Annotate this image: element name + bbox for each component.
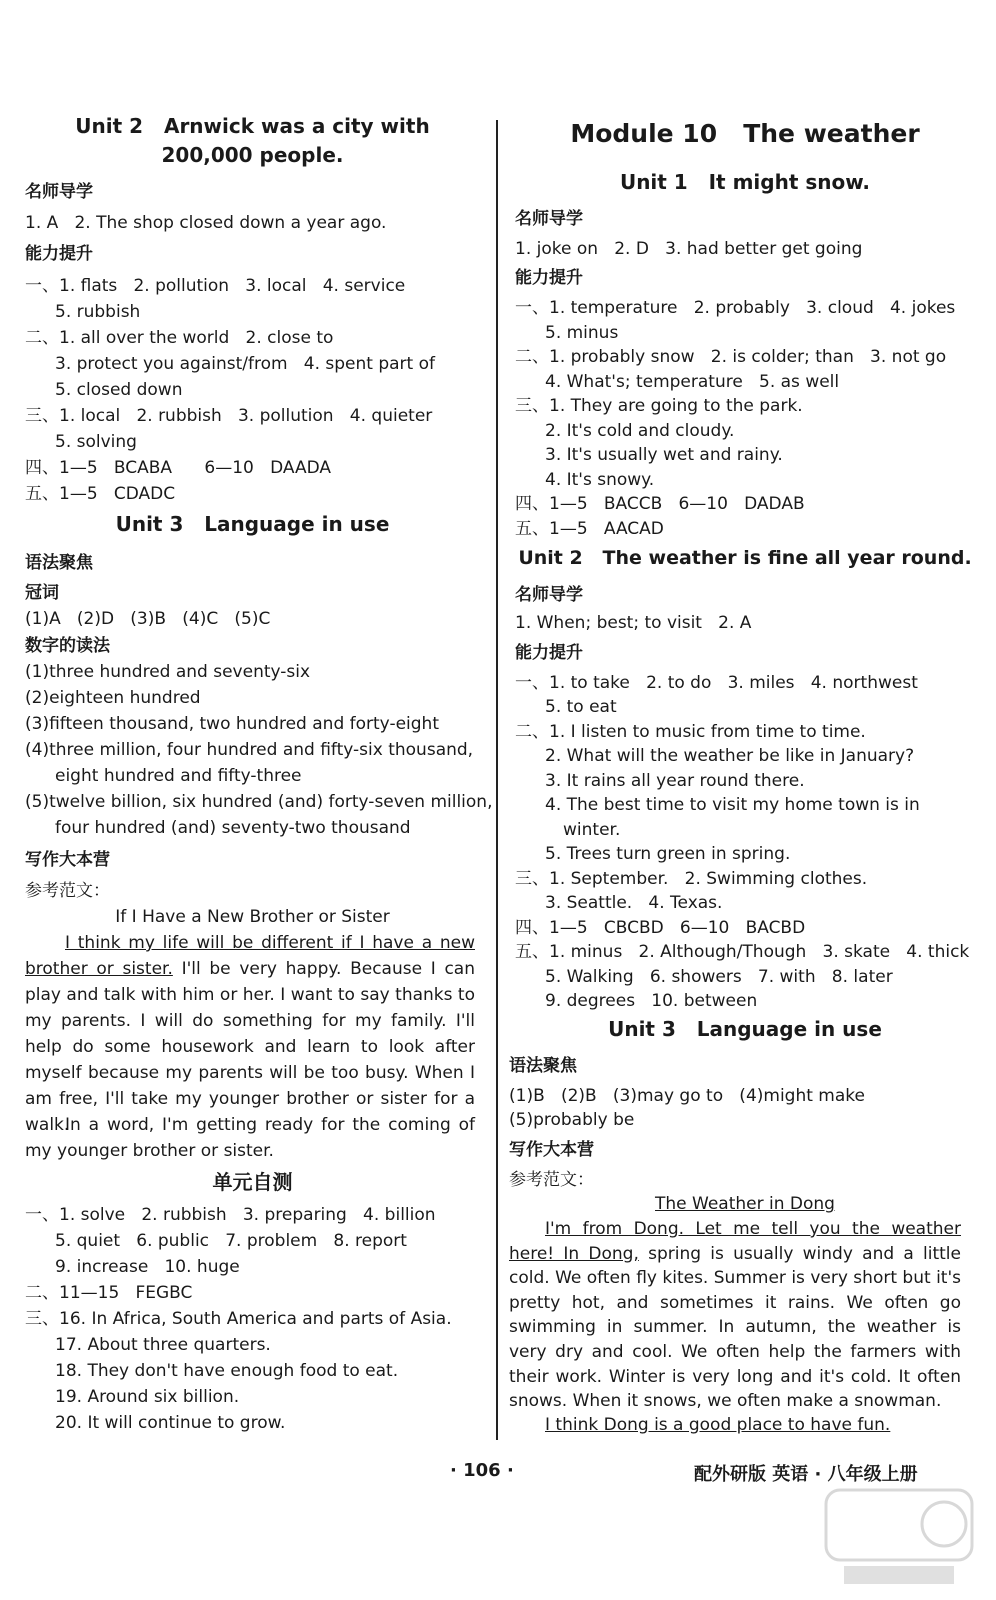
answer-line: winter.	[563, 820, 621, 840]
answer-line: 5. minus	[545, 323, 619, 343]
unit2-title-line1: Unit 2 Arnwick was a city with	[75, 114, 430, 138]
answer-line: 四、1—5 BCABA 6—10 DAADA	[25, 458, 332, 478]
answer-line: 3. Seattle. 4. Texas.	[545, 893, 723, 913]
guide-answers: 1. joke on 2. D 3. had better get going	[515, 239, 863, 259]
unit2-title: Unit 2 The weather is fine all year round.	[518, 547, 972, 569]
answer-line: 5. Walking 6. showers 7. with 8. later	[545, 967, 893, 987]
answer-line: 2. It's cold and cloudy.	[545, 421, 735, 441]
essay-text: I'll be very happy. Because I can play and talk with him or her. I want to say thanks to my parents. I will do something for my family. I'll help do some housework and learn to look after myself because my parents will be too busy. When I am free, I'll take my younger brother or sister for a walk.	[25, 959, 476, 1135]
answer-line: (1)three hundred and seventy-six	[25, 662, 311, 682]
section-guide: 名师导学	[25, 182, 93, 202]
answer-line: 5. to eat	[545, 697, 617, 717]
answer-line: 9. increase 10. huge	[55, 1257, 240, 1277]
essay-title: The Weather in Dong	[655, 1194, 835, 1214]
answer-line: 5. rubbish	[55, 302, 141, 322]
answer-line: 二、11—15 FEGBC	[25, 1283, 193, 1303]
selftest-title: 单元自测	[212, 1170, 293, 1194]
section-article: 冠词	[25, 583, 59, 603]
answer-line: (1)A (2)D (3)B (4)C (5)C	[25, 609, 271, 629]
section-ability: 能力提升	[515, 268, 583, 288]
answer-line: 三、1. They are going to the park.	[515, 396, 803, 416]
answer-line: 9. degrees 10. between	[545, 991, 758, 1011]
section-grammar: 语法聚焦	[25, 553, 93, 573]
answer-line: 四、1—5 CBCBD 6—10 BACBD	[515, 918, 806, 938]
answer-line: 4. What's; temperature 5. as well	[545, 372, 840, 392]
answer-line: 二、1. I listen to music from time to time.	[515, 722, 866, 742]
unit2-title-line2: 200,000 people.	[161, 143, 344, 167]
module-title: Module 10 The weather	[570, 119, 920, 148]
answer-line: 20. It will continue to grow.	[55, 1413, 286, 1433]
essay-title: If I Have a New Brother or Sister	[115, 907, 390, 927]
essay-closing-sentence: I think Dong is a good place to have fun.	[545, 1415, 891, 1435]
answer-line: 5. Trees turn green in spring.	[545, 844, 791, 864]
essay-underlined-sentence: I think my life will be different if I have a new brother or sister.	[25, 933, 475, 979]
section-guide: 名师导学	[515, 585, 583, 605]
answer-line: 三、16. In Africa, South America and parts of Asia.	[25, 1309, 452, 1329]
guide-answers: 1. When; best; to visit 2. A	[515, 613, 752, 633]
answer-line: (5)probably be	[509, 1110, 635, 1130]
answer-line: (5)twelve billion, six hundred (and) forty-seven million,	[25, 792, 493, 812]
essay-text: spring is usually windy and a little cold. We often fly kites. Summer is very short but it's pretty hot, and sometimes it rains. We often go swimming in summer. In autumn, the weather is very dry and cool. We often help the farmers with their work. Winter is very long and it's cold. It often snows. When it snows, we often make a snowman.	[509, 1243, 961, 1412]
book-info: 配外研版 英语 · 八年级上册	[694, 1464, 918, 1485]
answer-line: 3. It rains all year round there.	[545, 771, 805, 791]
sample-label: 参考范文：	[25, 881, 110, 901]
answer-line: 18. They don't have enough food to eat.	[55, 1361, 399, 1381]
section-numbers: 数字的读法	[25, 636, 110, 656]
answer-line: 5. solving	[55, 432, 137, 452]
answer-line: 4. The best time to visit my home town is in	[545, 795, 920, 815]
answer-line: 三、1. September. 2. Swimming clothes.	[515, 869, 868, 889]
answer-line: four hundred (and) seventy-two thousand	[55, 818, 411, 838]
answer-line: 一、1. to take 2. to do 3. miles 4. northwest	[515, 673, 918, 693]
answer-line: 3. protect you against/from 4. spent part of	[55, 354, 435, 374]
guide-answers: 1. A 2. The shop closed down a year ago.	[25, 213, 387, 233]
answer-line: 17. About three quarters.	[55, 1335, 271, 1355]
answer-line: 一、1. temperature 2. probably 3. cloud 4. jokes	[515, 298, 956, 318]
answer-line: 5. closed down	[55, 380, 183, 400]
section-grammar: 语法聚焦	[509, 1056, 577, 1076]
answer-line: 二、1. probably snow 2. is colder; than 3. not go	[515, 347, 947, 367]
answer-line: (2)eighteen hundred	[25, 688, 201, 708]
essay-underlined-sentence: I'm from Dong. Let me tell you the weather here! In Dong,	[509, 1219, 961, 1264]
answer-line: 五、1—5 AACAD	[515, 519, 664, 539]
answer-line: 三、1. local 2. rubbish 3. pollution 4. quieter	[25, 406, 433, 426]
unit3-title: Unit 3 Language in use	[608, 1017, 882, 1041]
answer-line: 五、1. minus 2. Although/Though 3. skate 4. thick	[515, 942, 970, 962]
answer-line: eight hundred and fifty-three	[55, 766, 302, 786]
essay-paragraph	[509, 1217, 961, 1414]
unit3-title: Unit 3 Language in use	[115, 512, 390, 536]
page-number: · 106 ·	[450, 1460, 514, 1481]
answer-line: 4. It's snowy.	[545, 470, 655, 490]
essay-paragraph-2: In a word, I'm getting ready for the coming of my younger brother or sister.	[25, 1115, 475, 1161]
answer-line: 五、1—5 CDADC	[25, 484, 176, 504]
column-divider	[496, 120, 498, 1440]
answer-line: 5. quiet 6. public 7. problem 8. report	[55, 1231, 407, 1251]
unit1-title: Unit 1 It might snow.	[619, 170, 871, 194]
sample-label: 参考范文：	[509, 1170, 594, 1190]
section-guide: 名师导学	[515, 209, 583, 229]
answer-line: 一、1. flats 2. pollution 3. local 4. service	[25, 276, 406, 296]
answer-line: 二、1. all over the world 2. close to	[25, 328, 334, 348]
watermark-logo-icon	[824, 1488, 974, 1588]
answer-line: (4)three million, four hundred and fifty-six thousand,	[25, 740, 474, 760]
section-writing: 写作大本营	[25, 850, 110, 870]
answer-line: 19. Around six billion.	[55, 1387, 240, 1407]
section-writing: 写作大本营	[509, 1140, 594, 1160]
answer-line: 一、1. solve 2. rubbish 3. preparing 4. billion	[25, 1205, 436, 1225]
section-ability: 能力提升	[25, 244, 93, 264]
answer-line: 四、1—5 BACCB 6—10 DADAB	[515, 494, 805, 514]
answer-line: (1)B (2)B (3)may go to (4)might make	[509, 1086, 865, 1106]
answer-line: 3. It's usually wet and rainy.	[545, 445, 783, 465]
answer-line: 2. What will the weather be like in January?	[545, 746, 915, 766]
section-ability: 能力提升	[515, 643, 583, 663]
essay-paragraph	[25, 930, 475, 1138]
answer-line: (3)fifteen thousand, two hundred and forty-eight	[25, 714, 439, 734]
